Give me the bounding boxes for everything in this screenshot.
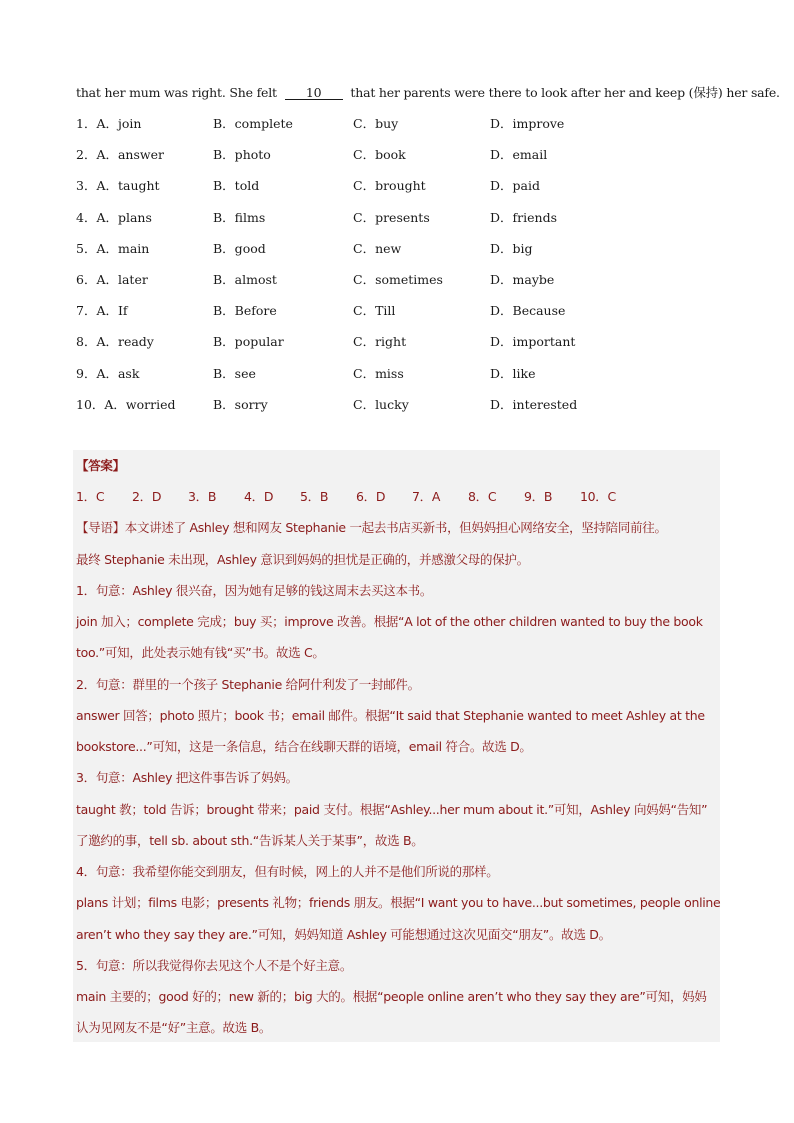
option-c: C．lucky <box>353 396 409 412</box>
question-row <box>76 206 716 237</box>
answer-key: 2．D <box>132 489 162 504</box>
guide-line: 最终 Stephanie 未出现，Ashley 意识到妈妈的担忧是正确的，并感激父母的保护。 <box>76 552 529 567</box>
explanation-line: main 主要的；good 好的；new 新的；big 大的。根据“people online aren’t who they say they are”可知，妈妈 <box>76 989 707 1004</box>
answer-keys <box>76 487 616 505</box>
explanation-line: 了邀约的事，tell sb. about sth.“告诉某人关于某事”，故选 B。 <box>76 833 424 848</box>
option-d: D．friends <box>490 209 557 225</box>
option-a: 2．A．answer <box>76 147 164 163</box>
explanation-line: 4．句意：我希望你能交到朋友，但有时候，网上的人并不是他们所说的那样。 <box>76 864 499 879</box>
answer-key: 5．B <box>300 489 329 504</box>
option-d: D．maybe <box>490 271 555 287</box>
option-b: B．Before <box>213 303 277 319</box>
option-a: 8．A．ready <box>76 334 154 350</box>
option-a: 6．A．later <box>76 271 148 287</box>
option-d: D．important <box>490 334 576 350</box>
option-b: B．complete <box>213 116 293 131</box>
option-c: C．brought <box>353 178 426 194</box>
option-b: B．photo <box>213 147 271 163</box>
question-row <box>76 143 716 174</box>
option-d: D．interested <box>490 396 578 412</box>
option-b: B．popular <box>213 334 284 350</box>
answer-key: 10．C <box>580 489 616 504</box>
explanation-line: too.”可知，此处表示她有钱“买”书。故选 C。 <box>76 645 325 660</box>
passage-text-before: that her mum was right. She felt <box>76 85 277 100</box>
explanation-line: bookstore...”可知，这是一条信息，结合在线聊天群的语境，email 符合。故选 D。 <box>76 739 532 754</box>
question-row <box>76 174 716 205</box>
answer-key: 1．C <box>76 489 105 504</box>
question-row <box>76 237 716 268</box>
option-c: C．buy <box>353 116 399 131</box>
option-b: B．see <box>213 365 256 381</box>
option-a: 7．A．If <box>76 303 128 319</box>
option-a: 10．A．worried <box>76 396 176 412</box>
option-a: 1．A．join <box>76 116 142 131</box>
question-row <box>76 299 716 330</box>
option-b: B．good <box>213 240 266 256</box>
explanation-line: plans 计划；films 电影；presents 礼物；friends 朋友。根据“I want you to have...but sometimes, people online <box>76 895 721 910</box>
option-d: D．big <box>490 240 533 256</box>
answer-key: 3．B <box>188 489 217 504</box>
option-c: C．right <box>353 334 407 350</box>
explanation-line: aren’t who they say they are.”可知，妈妈知道 Ashley 可能想通过这次见面交“朋友”。故选 D。 <box>76 927 611 942</box>
option-c: C．presents <box>353 209 430 225</box>
question-row <box>76 268 716 299</box>
option-d: D．improve <box>490 116 565 131</box>
option-b: B．told <box>213 178 260 194</box>
option-b: B．almost <box>213 271 277 287</box>
question-row <box>76 112 716 143</box>
blank-10: 10 <box>285 86 343 100</box>
explanation-line: 2．句意：群里的一个孩子 Stephanie 给阿什利发了一封邮件。 <box>76 677 420 692</box>
option-d: D．like <box>490 365 536 381</box>
explanation-line: 5．句意：所以我觉得你去见这个人不是个好主意。 <box>76 958 353 973</box>
explanation-line: 1．句意：Ashley 很兴奋，因为她有足够的钱这周末去买这本书。 <box>76 583 433 598</box>
answer-heading: 【答案】 <box>76 458 125 473</box>
answer-key: 4．D <box>244 489 274 504</box>
option-a: 4．A．plans <box>76 209 152 225</box>
option-c: C．new <box>353 240 402 256</box>
passage-text-after: that her parents were there to look after her and keep (保持) her safe. <box>350 85 780 100</box>
option-d: D．paid <box>490 178 540 194</box>
question-row <box>76 393 716 424</box>
explanation-line: 认为见网友不是“好”主意。故选 B。 <box>76 1020 272 1035</box>
guide-line: 【导语】本文讲述了 Ashley 想和网友 Stephanie 一起去书店买新书，但妈妈担心网络安全，坚持陪同前往。 <box>76 520 667 535</box>
option-a: 3．A．taught <box>76 178 160 194</box>
question-options <box>76 112 716 424</box>
explanation-line: answer 回答；photo 照片；book 书；email 邮件。根据“It said that Stephanie wanted to meet Ashley at the <box>76 708 705 723</box>
option-c: C．book <box>353 147 406 163</box>
option-b: B．films <box>213 209 266 225</box>
answer-key: 8．C <box>468 489 497 504</box>
question-row <box>76 330 716 361</box>
option-b: B．sorry <box>213 396 268 412</box>
answer-key: 7．A <box>412 489 441 504</box>
question-row <box>76 362 716 393</box>
answer-key: 9．B <box>524 489 553 504</box>
option-a: 9．A．ask <box>76 365 140 381</box>
option-a: 5．A．main <box>76 240 150 256</box>
answer-key: 6．D <box>356 489 386 504</box>
explanation-line: 3．句意：Ashley 把这件事告诉了妈妈。 <box>76 770 298 785</box>
option-c: C．sometimes <box>353 271 443 287</box>
passage-last-line <box>76 83 780 101</box>
option-d: D．Because <box>490 303 566 319</box>
option-c: C．Till <box>353 303 396 319</box>
explanation-line: taught 教；told 告诉；brought 带来；paid 支付。根据“Ashley...her mum about it.”可知，Ashley 向妈妈“告知” <box>76 802 708 817</box>
option-c: C．miss <box>353 365 404 381</box>
option-d: D．email <box>490 147 548 163</box>
explanation-line: join 加入；complete 完成；buy 买；improve 改善。根据“A lot of the other children wanted to buy the book <box>76 614 703 629</box>
